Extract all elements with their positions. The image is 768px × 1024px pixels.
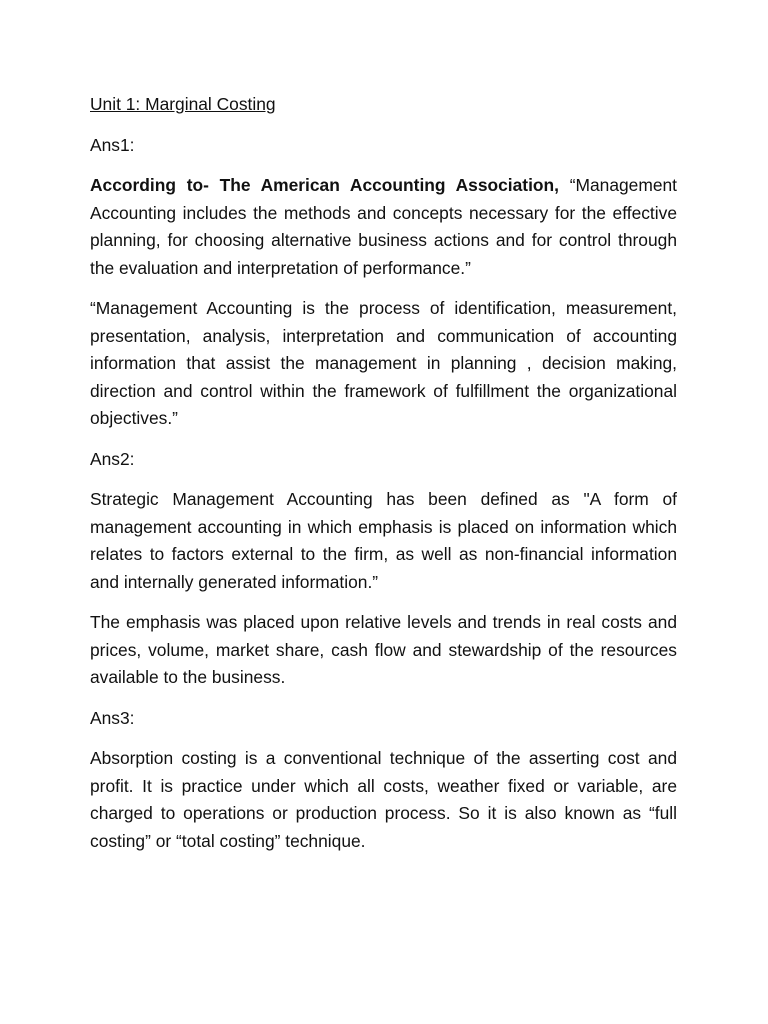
ans1-source-label: According to- The American Accounting Association, <box>90 175 559 195</box>
ans2-heading: Ans2: <box>90 448 135 469</box>
ans1-paragraph-2: “Management Accounting is the process of identification, measurement, presentation, analysis, interpretation and communication of accounting information that assist the management in planning , decision making, direction and control within the framework of fulfillment the organizational objectives.” <box>90 298 677 428</box>
ans1-paragraph-1 <box>90 172 677 282</box>
ans3-heading: Ans3: <box>90 707 135 728</box>
document-page <box>90 91 677 868</box>
document-title: Unit 1: Marginal Costing <box>90 94 276 114</box>
ans2-paragraph-2: The emphasis was placed upon relative levels and trends in real costs and prices, volume, market share, cash flow and stewardship of the resources available to the business. <box>90 612 677 687</box>
ans1-definition-text: “Management Accounting includes the methods and concepts necessary for the effective planning, for choosing alternative business actions and for control through the evaluation and interpretation of performance.” <box>90 175 678 278</box>
ans1-heading: Ans1: <box>90 134 135 155</box>
ans2-paragraph-1: Strategic Management Accounting has been defined as "A form of management accounting in which emphasis is placed on information which relates to factors external to the firm, as well as non-financial information and internally generated information.” <box>90 489 677 592</box>
ans3-paragraph-1: Absorption costing is a conventional technique of the asserting cost and profit. It is practice under which all costs, weather fixed or variable, are charged to operations or production process. So it is also known as “full costing” or “total costing” technique. <box>90 748 677 851</box>
